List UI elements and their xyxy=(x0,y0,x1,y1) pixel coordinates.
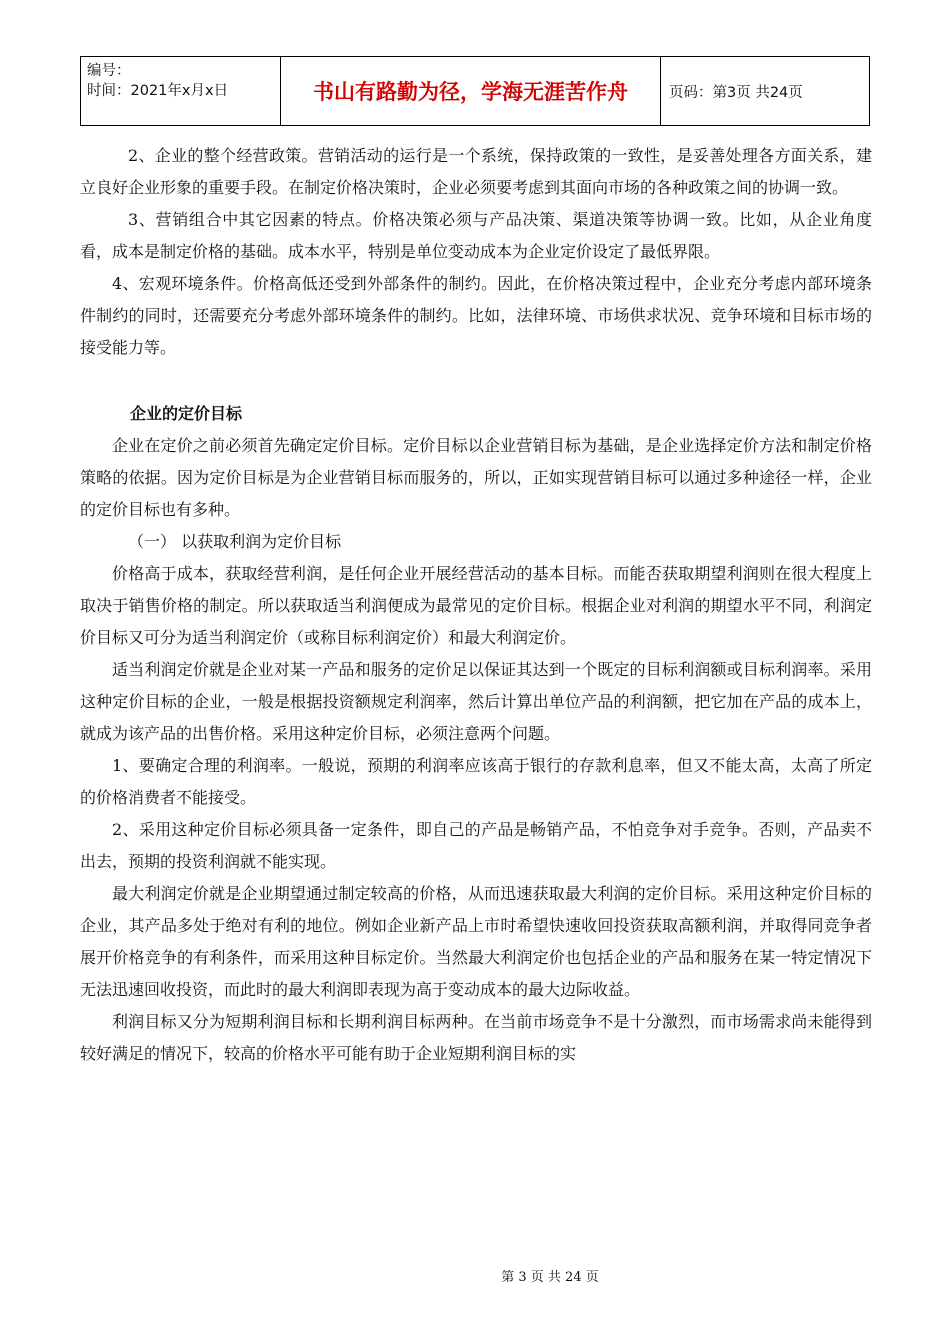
section-title: 企业的定价目标 xyxy=(130,404,243,423)
paragraph: 企业在定价之前必须首先确定定价目标。定价目标以企业营销目标为基础，是企业选择定价方法和制定价格策略的依据。因为定价目标是为企业营销目标而服务的，所以，正如实现营销目标可以通过多种途径一样，企业的定价目标也有多种。 xyxy=(80,436,872,519)
number-label: 编号： xyxy=(87,63,131,79)
paragraph: 适当利润定价就是企业对某一产品和服务的定价足以保证其达到一个既定的目标利润额或目标利润率。采用这种定价目标的企业，一般是根据投资额规定利润率，然后计算出单位产品的利润额，把它加在产品的成本上，就成为该产品的出售价格。采用这种定价目标，必须注意两个问题。 xyxy=(80,660,872,743)
paragraph: 价格高于成本，获取经营利润，是任何企业开展经营活动的基本目标。而能否获取期望利润则在很大程度上取决于销售价格的制定。所以获取适当利润便成为最常见的定价目标。根据企业对利润的期望水平不同，利润定价目标又可分为适当利润定价（或称目标利润定价）和最大利润定价。 xyxy=(80,564,872,647)
document-body xyxy=(80,140,872,1070)
paragraph: 2、企业的整个经营政策。营销活动的运行是一个系统，保持政策的一致性，是妥善处理各方面关系，建立良好企业形象的重要手段。在制定价格决策时，企业必须要考虑到其面向市场的各种政策之间的协调一致。 xyxy=(80,146,872,197)
header-motto: 书山有路勤为径，学海无涯苦作舟 xyxy=(281,57,661,125)
time-label: 时间：2021年x月x日 xyxy=(87,83,229,99)
paragraph: 2、采用这种定价目标必须具备一定条件，即自己的产品是畅销产品，不怕竞争对手竞争。否则，产品卖不出去，预期的投资利润就不能实现。 xyxy=(80,820,872,871)
paragraph: 1、要确定合理的利润率。一般说，预期的利润率应该高于银行的存款利息率，但又不能太高，太高了所定的价格消费者不能接受。 xyxy=(80,756,872,807)
paragraph: 4、宏观环境条件。价格高低还受到外部条件的制约。因此，在价格决策过程中，企业充分考虑内部环境条件制约的同时，还需要充分考虑外部环境条件的制约。比如，法律环境、市场供求状况、竞争环境和目标市场的接受能力等。 xyxy=(80,274,872,357)
paragraph: 最大利润定价就是企业期望通过制定较高的价格，从而迅速获取最大利润的定价目标。采用这种定价目标的企业，其产品多处于绝对有利的地位。例如企业新产品上市时希望快速收回投资获取高额利润，并取得同竞争者展开价格竞争的有利条件，而采用这种目标定价。当然最大利润定价也包括企业的产品和服务在某一特定情况下无法迅速回收投资，而此时的最大利润即表现为高于变动成本的最大边际收益。 xyxy=(80,884,872,999)
paragraph: 利润目标又分为短期利润目标和长期利润目标两种。在当前市场竞争不是十分激烈，而市场需求尚未能得到较好满足的情况下，较高的价格水平可能有助于企业短期利润目标的实 xyxy=(80,1012,872,1063)
page-header xyxy=(80,56,870,126)
subsection-heading: （一） 以获取利润为定价目标 xyxy=(128,532,342,551)
page-footer: 第 3 页 共 24 页 xyxy=(501,1270,599,1285)
spacer xyxy=(80,364,872,398)
header-left-cell xyxy=(81,57,281,125)
paragraph: 3、营销组合中其它因素的特点。价格决策必须与产品决策、渠道决策等协调一致。比如，从企业角度看，成本是制定价格的基础。成本水平，特别是单位变动成本为企业定价设定了最低界限。 xyxy=(80,210,872,261)
header-page-info: 页码：第3页 共24页 xyxy=(669,84,803,101)
